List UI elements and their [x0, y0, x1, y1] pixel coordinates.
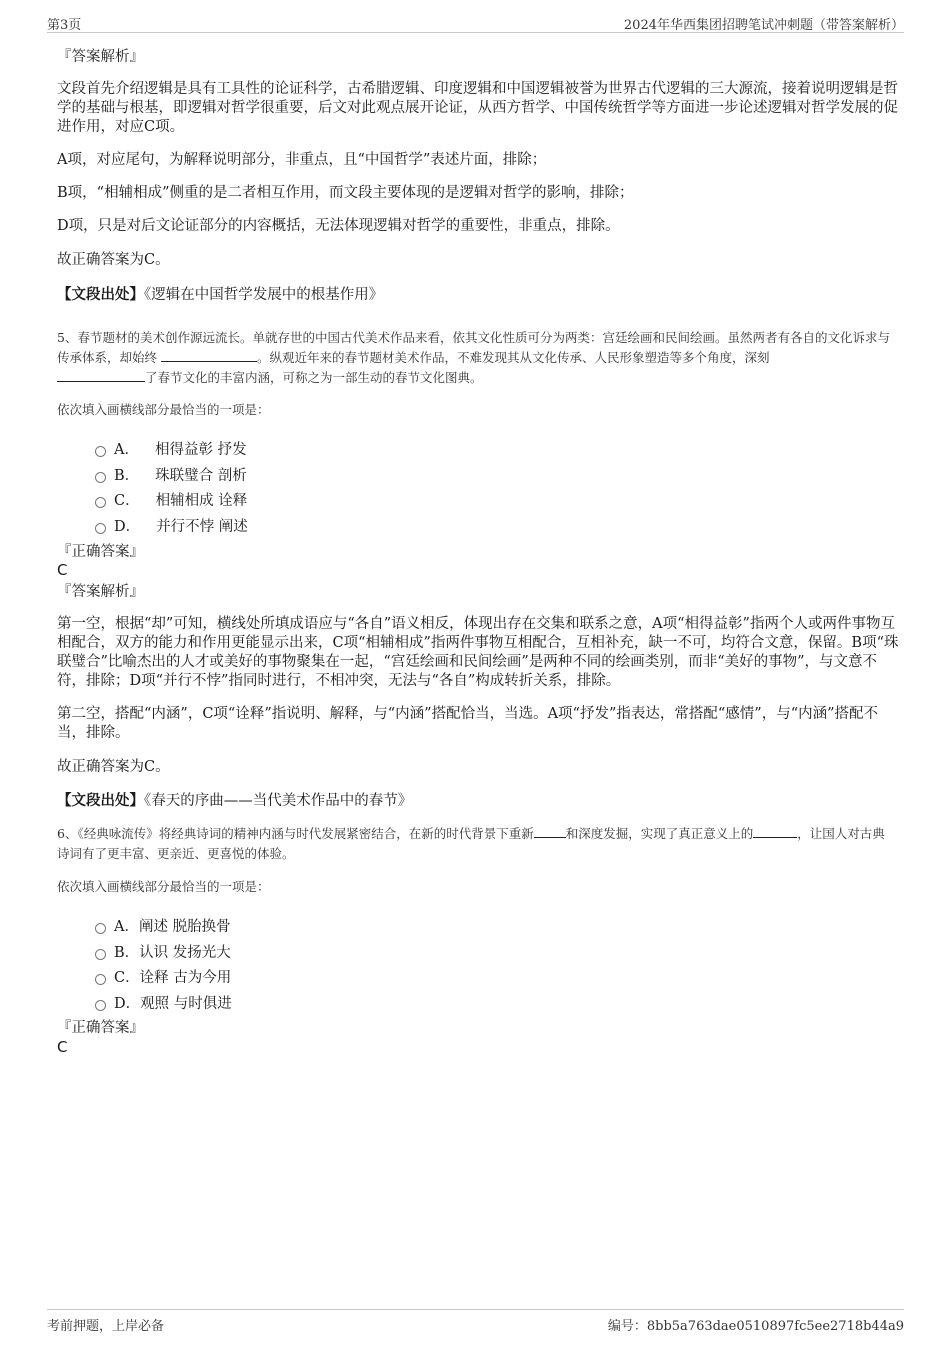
document-code-label: 编号：: [607, 1319, 647, 1334]
q4-analysis-option-d: D项，只是对后文论证部分的内容概括，无法体现逻辑对哲学的重要性，非重点，排除。: [57, 218, 620, 234]
q6-option-b[interactable]: B．认识 发扬光大: [95, 941, 231, 961]
q5-stem-part2: 。纵观近年来的春节题材美术作品，不难发现其从文化传承、人民形象塑造等多个角度，深刻: [257, 350, 770, 365]
q5-option-d[interactable]: D． 并行不悖 阐述: [95, 515, 248, 535]
q4-analysis-paragraph: 文段首先介绍逻辑是具有工具性的论证科学，古希腊逻辑、印度逻辑和中国逻辑被誉为世界古代逻辑的三大源流，接着说明逻辑是哲学的基础与根基，即逻辑对哲学很重要，后文对此观点展开论证，从西方哲学、中国传统哲学等方面进一步论述逻辑对哲学发展的促进作用，对应C项。: [57, 81, 898, 135]
q5-correct-answer: C: [57, 561, 68, 579]
q5-source-title: 《春天的序曲——当代美术作品中的春节》: [144, 793, 413, 809]
q5-blank-1: [161, 348, 257, 362]
q4-analysis-option-a: A项，对应尾句，为解释说明部分，非重点，且“中国哲学”表述片面，排除；: [57, 152, 547, 168]
q5-stem-part3: 了春节文化的丰富内涵，可称之为一部生动的春节文化图典。: [145, 370, 483, 385]
q5-analysis-paragraph-1: 第一空，根据“却”可知，横线处所填成语应与“各自”语义相反，体现出存在交集和联系之意，A项“相得益彰”指两个人或两件事物互相配合，双方的能力和作用更能显示出来，C项“相辅相成”指两件事物互相配合，互相补充，缺一不可，均符合文意，保留。B项“珠联璧合”比喻杰出的人才或美好的事物聚集在一起，“宫廷绘画和民间绘画”是两种不同的绘画类别，而非“美好的事物”，与文意不符，排除；D项“并行不悖”指同时进行，不相冲突，无法与“各自”构成转折关系，排除。: [57, 616, 899, 689]
page-header: [47, 12, 904, 33]
q6-stem: [57, 824, 897, 864]
q6-option-c[interactable]: C．诠释 古为今用: [95, 966, 231, 986]
radio-icon[interactable]: [95, 472, 106, 483]
document-code: [608, 1315, 904, 1334]
q5-correct-label: 『正确答案』: [57, 544, 144, 560]
radio-icon[interactable]: [95, 1000, 106, 1011]
radio-icon[interactable]: [95, 949, 106, 960]
q4-source-label: 【文段出处】: [57, 286, 144, 303]
q5-analysis-label: 『答案解析』: [57, 584, 144, 600]
q5-option-a[interactable]: A． 相得益彰 抒发: [95, 438, 247, 458]
q6-blank-1: [534, 824, 566, 838]
q6-correct-label: 『正确答案』: [57, 1020, 144, 1036]
q5-analysis-paragraph-2: 第二空，搭配“内涵”，C项“诠释”指说明、解释，与“内涵”搭配恰当，当选。A项“抒发”指表达，常搭配“感情”，与“内涵”搭配不当，排除。: [57, 706, 879, 741]
q4-conclusion: 故正确答案为C。: [57, 252, 170, 268]
q5-conclusion: 故正确答案为C。: [57, 759, 170, 775]
radio-icon[interactable]: [95, 497, 106, 508]
q5-source: [57, 791, 899, 811]
q5-prompt: 依次填入画横线部分最恰当的一项是：: [57, 402, 270, 417]
q5-stem-part1: 5、春节题材的美术创作源远流长。单就存世的中国古代美术作品来看，依其文化性质可分为两类：宫廷绘画和民间绘画。虽然两者有各自的文化诉求与传承体系，却始终: [57, 330, 890, 365]
q6-correct-answer: C: [57, 1038, 68, 1056]
q5-stem: [57, 328, 897, 388]
q4-source-title: 《逻辑在中国哲学发展中的根基作用》: [144, 287, 384, 303]
document-code-value: 8bb5a763dae0510897fc5ee2718b44a9: [646, 1319, 904, 1334]
q6-stem-part2: 和深度发掘，实现了真正意义上的: [565, 826, 754, 841]
radio-icon[interactable]: [95, 523, 106, 534]
document-title: 2024年华西集团招聘笔试冲刺题（带答案解析）: [623, 18, 904, 33]
q4-analysis-label: 『答案解析』: [57, 49, 144, 65]
q4-source: [57, 285, 899, 305]
q4-analysis-option-b: B项，“相辅相成”侧重的是二者相互作用，而文段主要体现的是逻辑对哲学的影响，排除；: [57, 185, 634, 201]
q5-option-c[interactable]: C． 相辅相成 诠释: [95, 489, 247, 509]
q6-option-d[interactable]: D．观照 与时俱进: [95, 992, 232, 1012]
q6-stem-part3: ，让国人对古典诗词有了更丰富、更亲近、更喜悦的体验。: [57, 826, 885, 861]
page-footer: [47, 1309, 904, 1334]
radio-icon[interactable]: [95, 974, 106, 985]
q6-prompt: 依次填入画横线部分最恰当的一项是：: [57, 879, 270, 894]
q5-source-label: 【文段出处】: [57, 792, 144, 809]
q6-option-a[interactable]: A．阐述 脱胎换骨: [95, 915, 231, 935]
radio-icon[interactable]: [95, 923, 106, 934]
q6-blank-2: [753, 824, 797, 838]
q5-blank-2: [57, 368, 145, 382]
q5-option-b[interactable]: B． 珠联璧合 剖析: [95, 464, 247, 484]
footer-slogan: 考前押题，上岸必备: [47, 1319, 165, 1334]
q6-stem-part1: 6、《经典咏流传》将经典诗词的精神内涵与时代发展紧密结合，在新的时代背景下重新: [57, 826, 534, 841]
page-number: 第3页: [47, 18, 82, 33]
radio-icon[interactable]: [95, 446, 106, 457]
